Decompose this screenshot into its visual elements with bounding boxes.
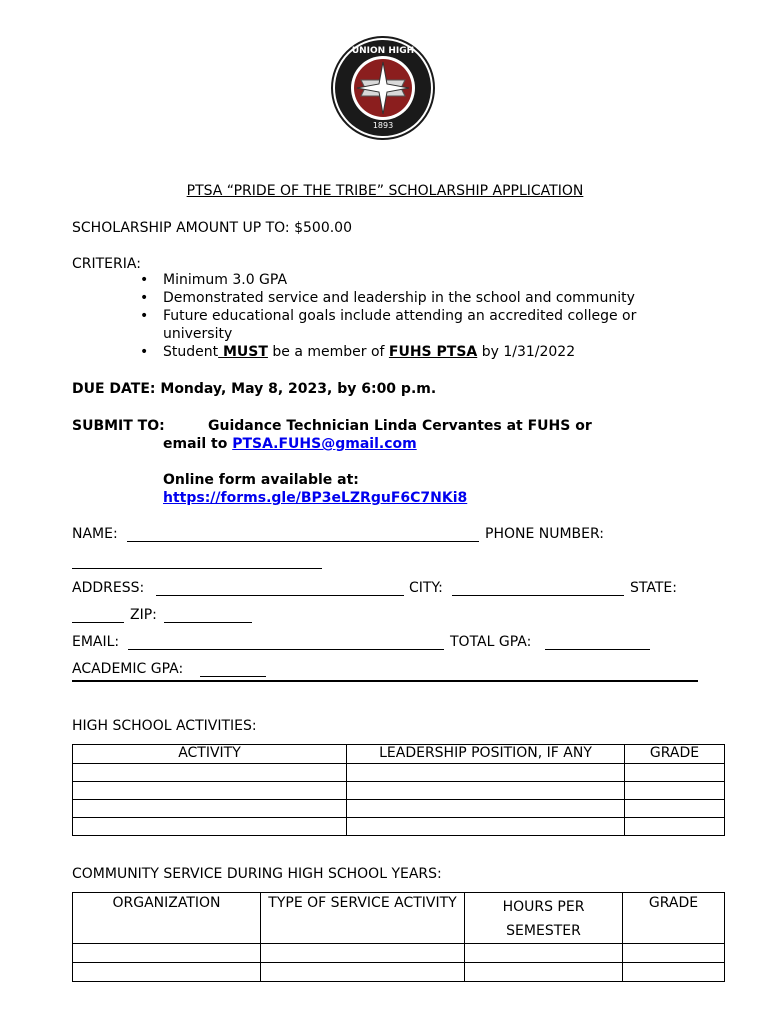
ptsa-emphasis: FUHS PTSA bbox=[388, 344, 478, 360]
table-cell[interactable] bbox=[73, 782, 347, 800]
table-cell[interactable] bbox=[73, 963, 261, 982]
criteria-label: CRITERIA: bbox=[72, 256, 141, 272]
table-row bbox=[73, 818, 725, 836]
due-date: DUE DATE: Monday, May 8, 2023, by 6:00 p.m. bbox=[72, 381, 437, 397]
section-divider bbox=[72, 680, 698, 682]
name-field[interactable] bbox=[127, 541, 479, 542]
service-heading: COMMUNITY SERVICE DURING HIGH SCHOOL YEARS: bbox=[72, 866, 442, 882]
must-emphasis: MUST bbox=[218, 344, 268, 360]
city-label: CITY: bbox=[409, 580, 443, 596]
table-header-row bbox=[73, 745, 725, 764]
criteria-item: • Demonstrated service and leadership in the school and community bbox=[136, 289, 683, 307]
table-cell[interactable] bbox=[261, 963, 465, 982]
email-label: EMAIL: bbox=[72, 634, 120, 650]
criteria-item bbox=[136, 343, 683, 361]
academic-gpa-label: ACADEMIC GPA: bbox=[72, 661, 184, 677]
table-row bbox=[73, 944, 725, 963]
online-form-label: Online form available at: bbox=[163, 472, 359, 488]
school-seal-logo bbox=[331, 36, 435, 140]
table-cell[interactable] bbox=[625, 818, 725, 836]
academic-gpa-field[interactable] bbox=[200, 676, 266, 677]
page-title: PTSA “PRIDE OF THE TRIBE” SCHOLARSHIP APPLICATION bbox=[186, 183, 584, 199]
criteria-item: • Minimum 3.0 GPA bbox=[136, 271, 683, 289]
scholarship-amount: SCHOLARSHIP AMOUNT UP TO: $500.00 bbox=[72, 220, 352, 236]
column-header: ACTIVITY bbox=[73, 745, 347, 764]
table-row bbox=[73, 764, 725, 782]
table-cell[interactable] bbox=[347, 800, 625, 818]
email-prefix: email to bbox=[163, 436, 233, 452]
svg-text:1893: 1893 bbox=[372, 121, 394, 130]
column-header-line: HOURS PER bbox=[502, 899, 585, 915]
table-cell[interactable] bbox=[347, 782, 625, 800]
submit-label: SUBMIT TO: bbox=[72, 418, 165, 434]
email-link[interactable]: PTSA.FUHS@gmail.com bbox=[232, 436, 417, 452]
table-cell[interactable] bbox=[73, 764, 347, 782]
column-header: ORGANIZATION bbox=[73, 893, 261, 944]
table-cell[interactable] bbox=[625, 800, 725, 818]
table-cell[interactable] bbox=[73, 944, 261, 963]
phone-label: PHONE NUMBER: bbox=[485, 526, 605, 542]
table-cell[interactable] bbox=[625, 764, 725, 782]
table-cell[interactable] bbox=[73, 800, 347, 818]
table-cell[interactable] bbox=[347, 818, 625, 836]
activities-table bbox=[72, 744, 725, 836]
criteria-text: be a member of bbox=[267, 344, 389, 360]
table-cell[interactable] bbox=[465, 944, 623, 963]
activities-heading: HIGH SCHOOL ACTIVITIES: bbox=[72, 718, 257, 734]
total-gpa-label: TOTAL GPA: bbox=[450, 634, 532, 650]
criteria-text: by 1/31/2022 bbox=[477, 344, 576, 360]
online-form-link[interactable]: https://forms.gle/BP3eLZRguF6C7NKi8 bbox=[163, 490, 468, 506]
table-cell[interactable] bbox=[623, 944, 725, 963]
table-cell[interactable] bbox=[347, 764, 625, 782]
criteria-list bbox=[136, 271, 683, 361]
column-header-line: SEMESTER bbox=[506, 923, 581, 939]
column-header: TYPE OF SERVICE ACTIVITY bbox=[261, 893, 465, 944]
svg-text:UNION HIGH: UNION HIGH bbox=[351, 46, 415, 56]
city-field[interactable] bbox=[452, 595, 624, 596]
column-header: GRADE bbox=[623, 893, 725, 944]
table-row bbox=[73, 800, 725, 818]
table-cell[interactable] bbox=[625, 782, 725, 800]
state-label: STATE: bbox=[630, 580, 677, 596]
email-field[interactable] bbox=[128, 649, 444, 650]
phone-field[interactable] bbox=[72, 568, 322, 569]
table-cell[interactable] bbox=[623, 963, 725, 982]
service-table bbox=[72, 892, 725, 982]
table-header-row bbox=[73, 893, 725, 944]
submit-email-line bbox=[163, 436, 417, 452]
state-field[interactable] bbox=[72, 622, 124, 623]
name-label: NAME: bbox=[72, 526, 118, 542]
total-gpa-field[interactable] bbox=[545, 649, 650, 650]
zip-label: ZIP: bbox=[130, 607, 157, 623]
address-field[interactable] bbox=[156, 595, 404, 596]
table-cell[interactable] bbox=[465, 963, 623, 982]
address-label: ADDRESS: bbox=[72, 580, 145, 596]
criteria-text: Student bbox=[163, 344, 219, 360]
criteria-item: • Future educational goals include attending an accredited college or university bbox=[136, 307, 683, 343]
submit-line1: Guidance Technician Linda Cervantes at FUHS or bbox=[208, 418, 592, 434]
column-header: LEADERSHIP POSITION, IF ANY bbox=[347, 745, 625, 764]
column-header: GRADE bbox=[625, 745, 725, 764]
table-cell[interactable] bbox=[261, 944, 465, 963]
table-row bbox=[73, 963, 725, 982]
column-header bbox=[465, 893, 623, 944]
table-cell[interactable] bbox=[73, 818, 347, 836]
zip-field[interactable] bbox=[164, 622, 252, 623]
table-row bbox=[73, 782, 725, 800]
